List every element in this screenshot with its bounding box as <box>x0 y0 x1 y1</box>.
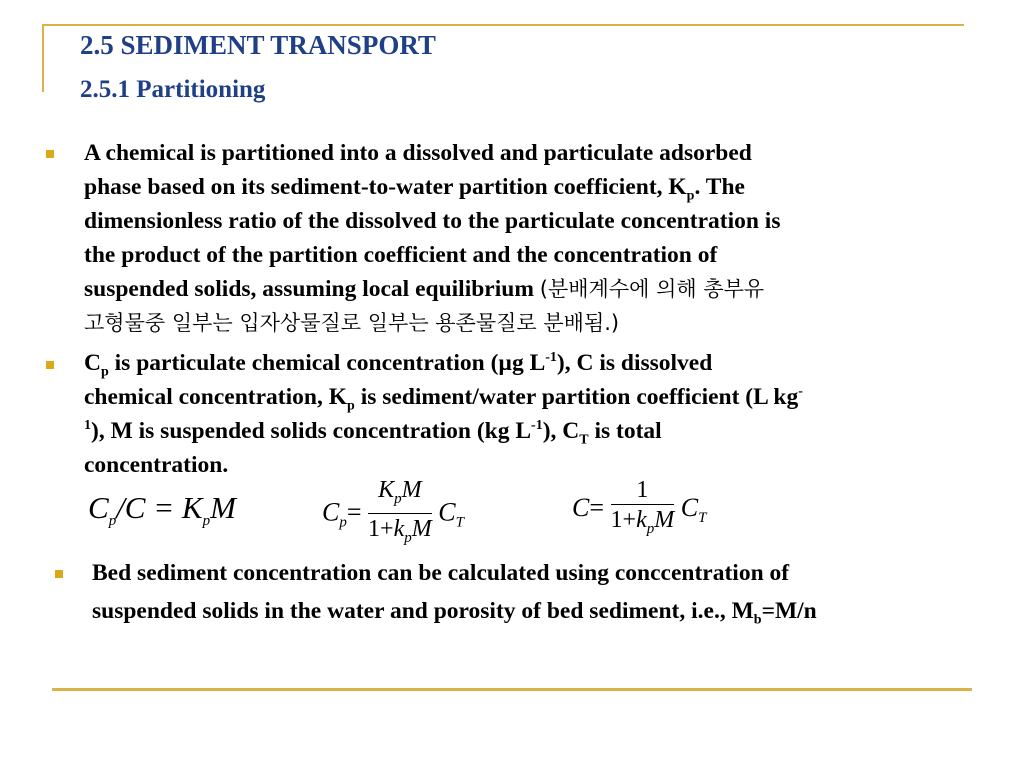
bullet-marker-1 <box>46 150 54 158</box>
bullet-1-line: A chemical is partitioned into a dissolved and particulate adsorbed <box>84 140 752 166</box>
slide-title: 2.5 SEDIMENT TRANSPORT <box>80 30 436 60</box>
slide-subtitle: 2.5.1 Partitioning <box>80 76 266 103</box>
bullet-marker-3 <box>55 570 63 578</box>
bullet-1-line-korean: 고형물중 일부는 입자상물질로 일부는 용존물질로 분배됨.) <box>84 311 620 335</box>
left-rule <box>42 24 44 92</box>
equation-particulate: $C_p=$ $\frac{K_pM}{1+k_pM}$ $C_T$ <box>322 476 464 553</box>
fraction: $\frac{K_pM}{1+k_pM}$ <box>368 477 432 546</box>
bullet-1-line: suspended solids, assuming local equilibrium (분배계수에 의해 총부유 <box>84 276 765 302</box>
bullet-2-line: $^1$), M is suspended solids concentration (kg $L^{-1}$), $C_T$ is total <box>84 418 662 448</box>
top-rule <box>42 24 964 26</box>
fraction: $\frac{1}{1+k_pM}$ <box>610 477 675 537</box>
bullet-3-line: suspended solids in the water and porosity of bed sediment, i.e., $M_b=M/n$ <box>92 598 817 628</box>
bullet-2-line: chemical concentration, $K_p$ is sediment/water partition coefficient (L kg- <box>84 384 803 414</box>
bullet-1-line: phase based on its sediment-to-water partition coefficient, $K_p$. The <box>84 174 745 204</box>
bullet-1-line: dimensionless ratio of the dissolved to the particulate concentration is <box>84 208 781 234</box>
bullet-3-line: Bed sediment concentration can be calculated using conccentration of <box>92 560 790 586</box>
equation-ratio: $C_p/C = K_pM$ <box>88 490 236 530</box>
bullet-2-text <box>84 346 984 482</box>
bullet-1-text <box>84 136 984 340</box>
bullet-2-line: $C_p$ is particulate chemical concentration (µg $L^{-1}$), C is dissolved <box>84 350 713 380</box>
bullet-3-text <box>92 554 992 630</box>
bullet-1-line: the product of the partition coefficient and the concentration of <box>84 242 718 268</box>
bottom-rule <box>52 688 972 691</box>
bullet-2-line: concentration. <box>84 452 229 478</box>
bullet-marker-2 <box>46 361 54 369</box>
equation-dissolved: C= $\frac{1}{1+k_pM}$ $C_T$ <box>572 476 706 544</box>
